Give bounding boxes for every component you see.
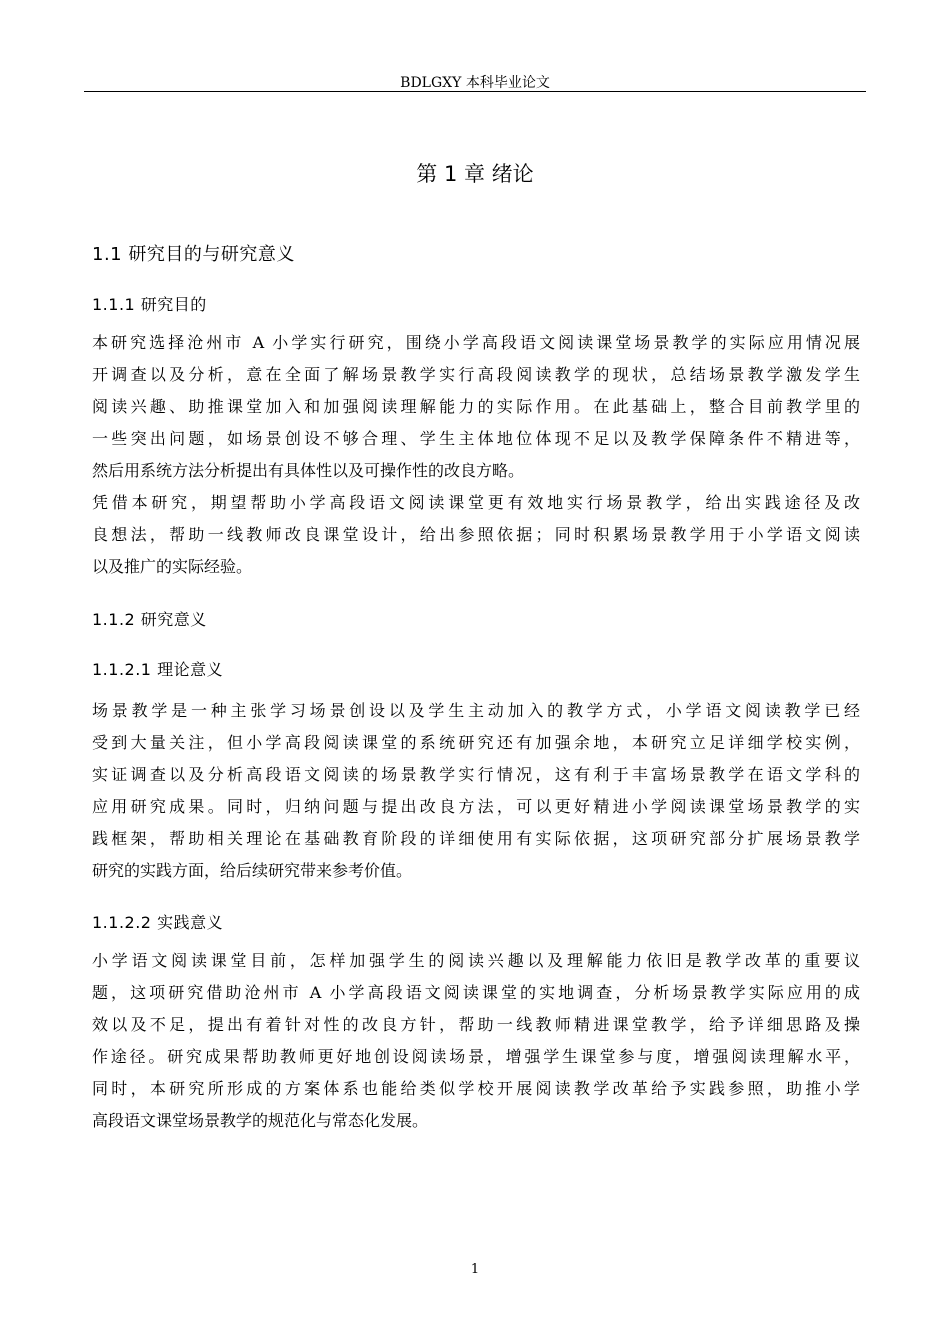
text-line: 受到大量关注，但小学高段阅读课堂的系统研究还有加强余地，本研究立足详细学校实例，: [92, 733, 860, 752]
section-heading-1-1-2-1: 1.1.2.1 理论意义: [92, 660, 224, 679]
text-line: 研究的实践方面，给后续研究带来参考价值。: [92, 861, 413, 880]
text-line: 同时，本研究所形成的方案体系也能给类似学校开展阅读教学改革给予实践参照，助推小学: [92, 1079, 860, 1098]
text-line: 凭借本研究，期望帮助小学高段语文阅读课堂更有效地实行场景教学，给出实践途径及改: [92, 493, 860, 512]
header-divider: [84, 91, 866, 92]
text-line: 阅读兴趣、助推课堂加入和加强阅读理解能力的实际作用。在此基础上，整合目前教学里的: [92, 397, 860, 416]
text-line: 题，这项研究借助沧州市 A 小学高段语文阅读课堂的实地调查，分析场景教学实际应用的成: [92, 983, 860, 1002]
text-line: 场景教学是一种主张学习场景创设以及学生主动加入的教学方式，小学语文阅读教学已经: [92, 701, 860, 720]
text-line: 一些突出问题，如场景创设不够合理、学生主体地位体现不足以及教学保障条件不精进等，: [92, 429, 860, 448]
text-line: 效以及不足，提出有着针对性的改良方针，帮助一线教师精进课堂教学，给予详细思路及操: [92, 1015, 860, 1034]
text-line: 良想法，帮助一线教师改良课堂设计，给出参照依据；同时积累场景教学用于小学语文阅读: [92, 525, 860, 544]
text-line: 小学语文阅读课堂目前，怎样加强学生的阅读兴趣以及理解能力依旧是教学改革的重要议: [92, 951, 860, 970]
text-line: 实证调查以及分析高段语文阅读的场景教学实行情况，这有利于丰富场景教学在语文学科的: [92, 765, 860, 784]
text-line: 以及推广的实际经验。: [92, 557, 253, 576]
text-line: 开调查以及分析，意在全面了解场景教学实行高段阅读教学的现状，总结场景教学激发学生: [92, 365, 860, 384]
section-heading-1-1: 1.1 研究目的与研究意义: [92, 244, 295, 265]
page-header: BDLGXY 本科毕业论文: [400, 75, 550, 91]
text-line: 应用研究成果。同时，归纳问题与提出改良方法，可以更好精进小学阅读课堂场景教学的实: [92, 797, 860, 816]
paragraph-theoretical-significance: [92, 695, 860, 887]
chapter-title: 第 1 章 绪论: [416, 162, 534, 186]
text-line: 然后用系统方法分析提出有具体性以及可操作性的改良方略。: [92, 461, 525, 480]
text-line: 作途径。研究成果帮助教师更好地创设阅读场景，增强学生课堂参与度，增强阅读理解水平，: [92, 1047, 860, 1066]
page-number: 1: [470, 1262, 480, 1277]
section-heading-1-1-2-2: 1.1.2.2 实践意义: [92, 913, 224, 932]
paragraph-research-purpose-2: [92, 487, 860, 583]
text-line: 高段语文课堂场景教学的规范化与常态化发展。: [92, 1111, 429, 1130]
section-heading-1-1-2: 1.1.2 研究意义: [92, 610, 207, 629]
text-line: 本研究选择沧州市 A 小学实行研究，围绕小学高段语文阅读课堂场景教学的实际应用情况展: [92, 333, 860, 352]
paragraph-research-purpose-1: [92, 327, 860, 487]
section-heading-1-1-1: 1.1.1 研究目的: [92, 295, 207, 314]
text-line: 践框架，帮助相关理论在基础教育阶段的详细使用有实际依据，这项研究部分扩展场景教学: [92, 829, 860, 848]
paragraph-practical-significance: [92, 945, 860, 1137]
